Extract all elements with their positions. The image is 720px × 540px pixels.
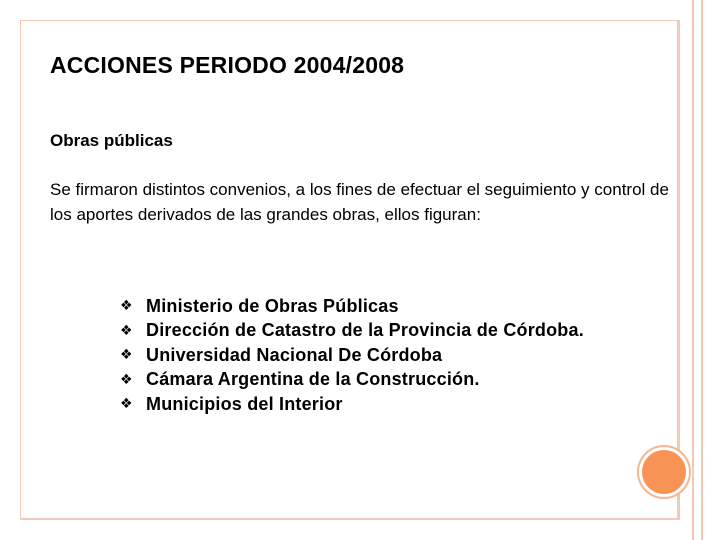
list-item [120,368,584,393]
list-item [120,294,584,319]
list-item-label: Universidad Nacional De Córdoba [146,344,443,365]
diamond-bullet-icon: ❖ [120,396,133,413]
decorative-circle [642,450,686,494]
slide-frame [20,20,680,520]
diamond-bullet-icon: ❖ [120,347,133,364]
list-item-label: Cámara Argentina de la Construcción. [146,369,480,390]
diamond-bullet-icon: ❖ [120,371,133,388]
decorative-stripe [692,0,694,540]
slide-title: ACCIONES PERIODO 2004/2008 [50,52,405,78]
diamond-bullet-icon: ❖ [120,298,133,315]
list-item-label: Ministerio de Obras Públicas [146,295,399,316]
decorative-stripe [701,0,703,540]
list-item [120,343,584,368]
section-subtitle: Obras públicas [50,131,173,150]
diamond-bullet-icon: ❖ [120,322,133,339]
list-item [120,319,584,344]
list-item-label: Dirección de Catastro de la Provincia de Córdoba. [146,320,584,341]
agreements-list [120,294,584,417]
list-item [120,392,584,417]
list-item-label: Municipios del Interior [146,393,343,414]
body-paragraph: Se firmaron distintos convenios, a los fines de efectuar el seguimiento y control de los aportes derivados de las grandes obras, ellos figuran: [50,180,669,224]
